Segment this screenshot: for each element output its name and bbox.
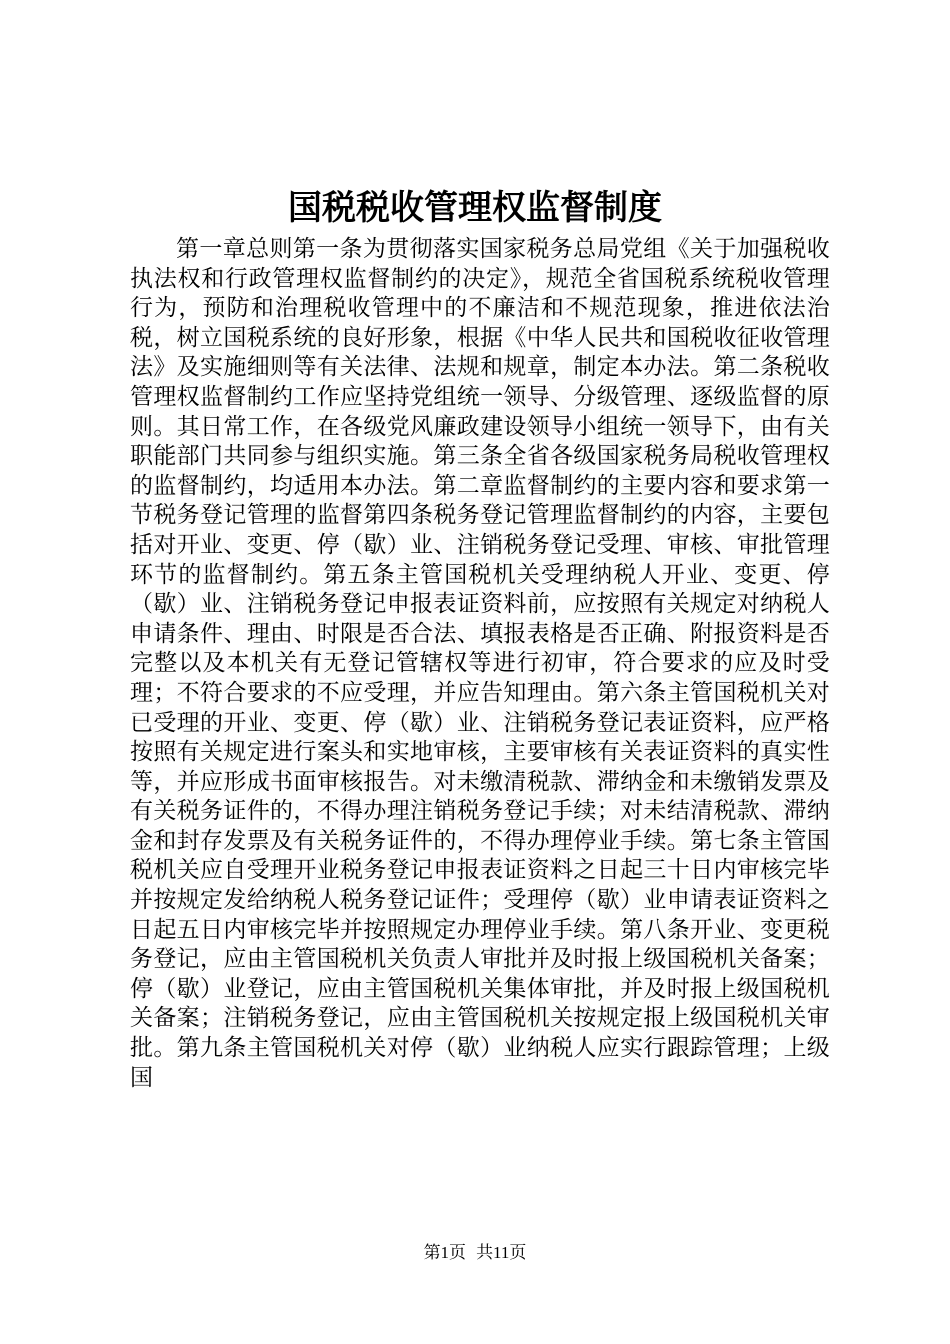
page-footer: [0, 1241, 950, 1265]
page-number-current: 第1页: [423, 1243, 467, 1262]
page-number-total: 共11页: [476, 1243, 527, 1262]
document-body-paragraph: 第一章总则第一条为贯彻落实国家税务总局党组《关于加强税收执法权和行政管理权监督制约的决定》，规范全省国税系统税收管理行为，预防和治理税收管理中的不廉洁和不规范现象，推进依法治税，树立国税系统的良好形象，根据《中华人民共和国税收征收管理法》及实施细则等有关法律、法规和规章，制定本办法。第二条税收管理权监督制约工作应坚持党组统一领导、分级管理、逐级监督的原则。其日常工作，在各级党风廉政建设领导小组统一领导下，由有关职能部门共同参与组织实施。第三条全省各级国家税务局税收管理权的监督制约，均适用本办法。第二章监督制约的主要内容和要求第一节税务登记管理的监督第四条税务登记管理监督制约的内容，主要包括对开业、变更、停（歇）业、注销税务登记受理、审核、审批管理环节的监督制约。第五条主管国税机关受理纳税人开业、变更、停（歇）业、注销税务登记申报表证资料前，应按照有关规定对纳税人申请条件、理由、时限是否合法、填报表格是否正确、附报资料是否完整以及本机关有无登记管辖权等进行初审，符合要求的应及时受理；不符合要求的不应受理，并应告知理由。第六条主管国税机关对已受理的开业、变更、停（歇）业、注销税务登记表证资料，应严格按照有关规定进行案头和实地审核，主要审核有关表证资料的真实性等，并应形成书面审核报告。对未缴清税款、滞纳金和未缴销发票及有关税务证件的，不得办理注销税务登记手续；对未结清税款、滞纳金和封存发票及有关税务证件的，不得办理停业手续。第七条主管国税机关应自受理开业税务登记申报表证资料之日起三十日内审核完毕并按规定发给纳税人税务登记证件；受理停（歇）业申请表证资料之日起五日内审核完毕并按照规定办理停业手续。第八条开业、变更税务登记，应由主管国税机关负责人审批并及时报上级国税机关备案；停（歇）业登记，应由主管国税机关集体审批，并及时报上级国税机关备案；注销税务登记，应由主管国税机关按规定报上级国税机关审批。第九条主管国税机关对停（歇）业纳税人应实行跟踪管理；上级国: [130, 236, 830, 1091]
document-title: 国税税收管理权监督制度: [288, 188, 662, 228]
